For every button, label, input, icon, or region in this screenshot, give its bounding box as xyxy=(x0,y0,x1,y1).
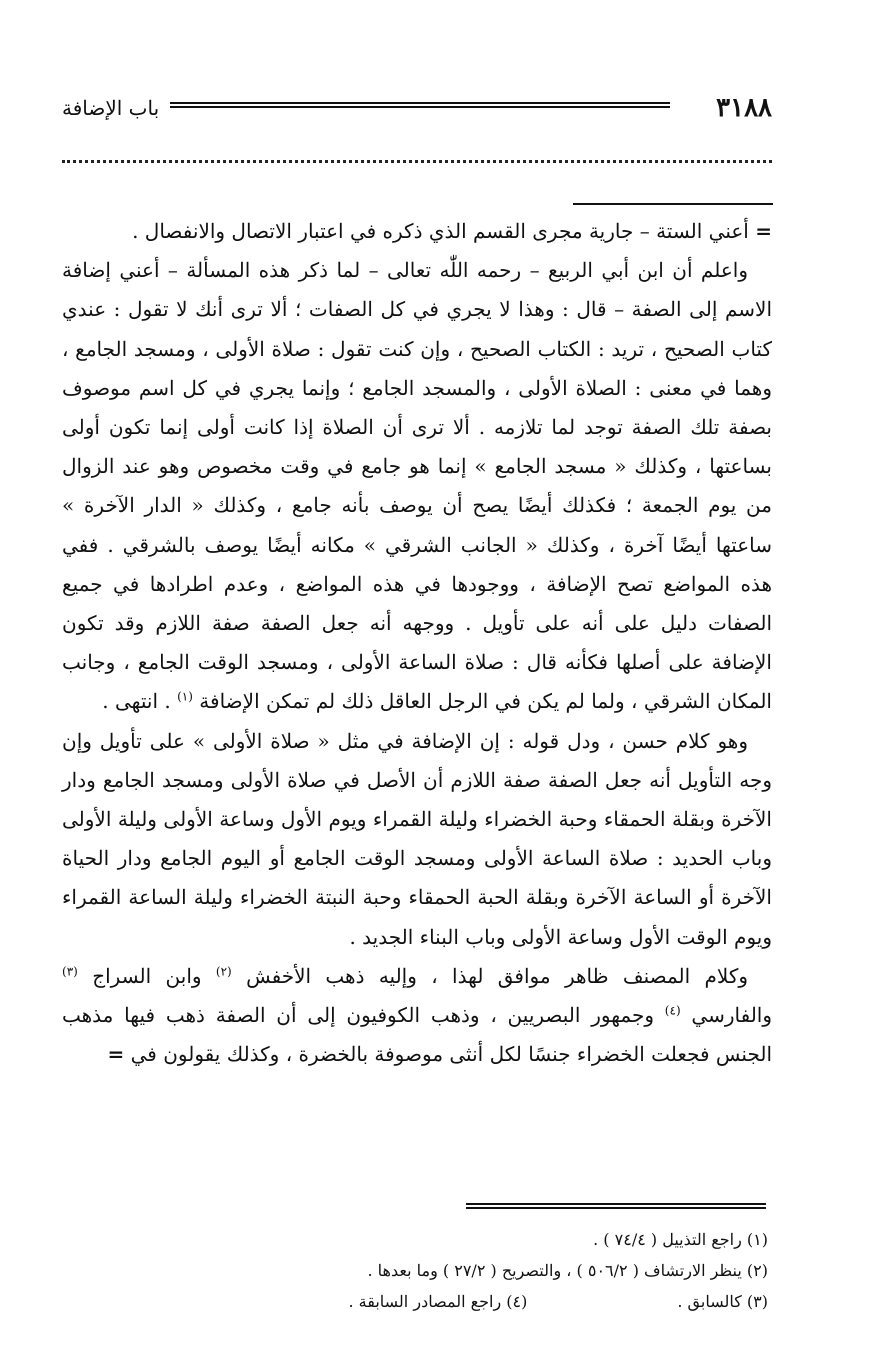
paragraph-3 xyxy=(62,722,772,957)
footnote-1: (١) راجع التذييل ( ٧٤/٤ ) . xyxy=(593,1230,768,1249)
paragraph-2-ending: . انتهى . xyxy=(102,689,178,714)
paragraph-4-text-b: وابن السراج xyxy=(92,963,202,988)
continuation-mark-end: = xyxy=(107,1042,125,1067)
main-text xyxy=(62,212,772,1074)
paragraph-4 xyxy=(62,957,772,1075)
paragraph-4-text-a: وكلام المصنف ظاهر موافق لهذا ، وإليه ذهب الأخفش xyxy=(246,963,749,988)
footnote-3: (٣) كالسابق . xyxy=(677,1292,768,1311)
continuation-mark-start: = xyxy=(755,219,772,243)
paragraph-3-text: وهو كلام حسن ، ودل قوله : إن الإضافة في مثل « صلاة الأولى » على تأويل وإن وجه التأويل أنه جعل الصفة صفة اللازم أن الأصل في صلاة الأولى ومسجد الجامع ودار الآخرة وبقلة الحمقاء وحبة الخضراء وليلة القمراء ويوم الأول وساعة الأولى وليلة الأولى وباب الحديد : صلاة الساعة الأولى ومسجد الوقت الجامع أو اليوم الجامع ودار الحياة الآخرة أو الساعة الآخرة وبقلة الحبة الحمقاء وحبة النبتة الخضراء وليلة الساعة القمراء ويوم الوقت الأول وساعة الأولى وباب البناء الجديد . xyxy=(62,728,772,949)
footnote-row-3-4 xyxy=(62,1286,768,1317)
paragraph-4-text-c: والفارسي xyxy=(691,1003,773,1028)
continuation-rule xyxy=(573,203,773,205)
page-header xyxy=(62,88,772,128)
page-number: ٣١٨٨ xyxy=(716,93,772,123)
paragraph-4-text-d: وجمهور البصريين ، وذهب الكوفيون إلى أن الصفة ذهب فيها مذهب الجنس فجعلت الخضراء جنسًا لكل أنثى موصوفة بالخضرة ، وكذلك يقولون في xyxy=(62,1003,772,1067)
footnote-separator xyxy=(466,1203,766,1209)
footnote-ref-4[interactable]: (٤) xyxy=(664,1003,681,1018)
footnote-2: (٢) ينظر الارتشاف ( ٥٠٦/٢ ) ، والتصريح ( ٢٧/٢ ) وما بعدها . xyxy=(367,1261,768,1280)
dotted-separator xyxy=(62,160,772,180)
paragraph-2 xyxy=(62,251,772,721)
footnote-ref-2[interactable]: (٢) xyxy=(215,964,232,979)
chapter-title: باب الإضافة xyxy=(62,96,160,120)
footnotes xyxy=(62,1224,768,1317)
footnote-ref-3[interactable]: (٣) xyxy=(62,964,78,979)
paragraph-1-text: أعني الستة – جارية مجرى القسم الذي ذكره في اعتبار الاتصال والانفصال . xyxy=(132,219,749,243)
paragraph-2-text: واعلم أن ابن أبي الربيع – رحمه اللّٰه تعالى – لما ذكر هذه المسألة – أعني إضافة الاسم إلى الصفة – قال : وهذا لا يجري في كل الصفات ؛ ألا ترى أنك لا تقول : عندي كتاب الصحيح ، تريد : الكتاب الصحيح ، وإن كنت تقول : صلاة الأولى ، ومسجد الجامع ، وهما في معنى : الصلاة الأولى ، والمسجد الجامع ؛ وإنما يجري في كل اسم موصوف بصفة تلك الصفة توجد لما تلازمه . ألا ترى أن الصلاة إذا كانت أولى إنما تكون أولى بساعتها ، وكذلك « مسجد الجامع » إنما هو جامع في وقت مخصوص وهو عند الزوال من يوم الجمعة ؛ فكذلك أيضًا يصح أن يوصف بأنه جامع ، وكذلك « الدار الآخرة » ساعتها أيضًا آخرة ، وكذلك « الجانب الشرقي » مكانه أيضًا يوصف بالشرقي . ففي هذه المواضع تصح الإضافة ، ووجودها في هذه المواضع ، وعدم اطرادها في جميع الصفات دليل على أنه على تأويل . ووجهه أنه جعل الصفة صفة اللازم وقد تكون الإضافة على أصلها فكأنه قال : صلاة الساعة الأولى ، ومسجد الوقت الجامع ، وجانب المكان الشرقي ، ولما لم يكن في الرجل العاقل ذلك لم تمكن الإضافة xyxy=(62,258,772,714)
footnote-ref-1[interactable]: (١) xyxy=(177,689,193,704)
header-double-rule xyxy=(170,102,670,108)
paragraph-1 xyxy=(62,212,772,251)
footnote-4: (٤) راجع المصادر السابقة . xyxy=(348,1292,528,1311)
